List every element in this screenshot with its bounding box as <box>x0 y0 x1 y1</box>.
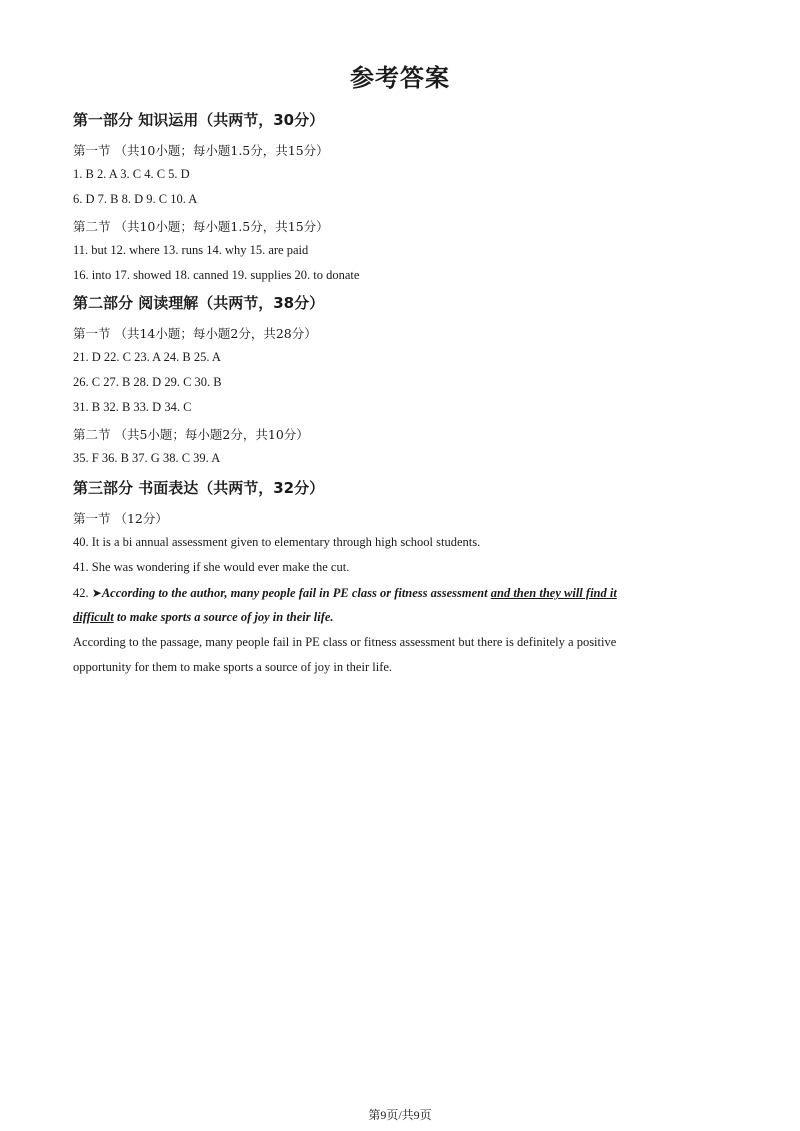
q42-underlined-phrase-1: and then they will find it <box>490 586 617 600</box>
answer-q40: 40. It is a bi annual assessment given to elementary through high school students. <box>73 535 481 549</box>
part2-section2-heading: 第二节 （共5小题；每小题2分，共10分） <box>73 427 309 442</box>
part1-section2-answers-2: 16. into 17. showed 18. canned 19. supplies 20. to donate <box>73 268 360 282</box>
arrow-icon: ➤ <box>91 586 102 600</box>
answer-q42-line2: opportunity for them to make sports a source of joy in their life. <box>73 660 393 674</box>
part1-section2-answers-1: 11. but 12. where 13. runs 14. why 15. are paid <box>73 243 309 257</box>
answer-q42-line1: According to the passage, many people fail in PE class or fitness assessment but there is definitely a positive <box>73 635 617 649</box>
part1-section1-heading: 第一节 （共10小题；每小题1.5分，共15分） <box>73 143 329 158</box>
part2-section1-answers-3: 31. B 32. B 33. D 34. C <box>73 400 192 414</box>
part1-section1-answers-2: 6. D 7. B 8. D 9. C 10. A <box>73 192 198 206</box>
part1-heading: 第一部分 知识运用（共两节，30分） <box>73 111 325 129</box>
q42-number: 42. <box>73 586 89 600</box>
part3-section1-heading: 第一节 （12分） <box>73 511 168 526</box>
part2-section1-heading: 第一节 （共14小题；每小题2分，共28分） <box>73 326 317 341</box>
q42-prompt-text-b: to make sports a source of joy in their life. <box>113 610 334 624</box>
page-title: 参考答案 <box>350 64 450 92</box>
part1-section2-heading: 第二节 （共10小题；每小题1.5分，共15分） <box>73 219 329 234</box>
part1-section1-answers-1: 1. B 2. A 3. C 4. C 5. D <box>73 167 190 181</box>
part2-section1-answers-2: 26. C 27. B 28. D 29. C 30. B <box>73 375 222 389</box>
answer-q42-prompt-line1 <box>73 586 617 601</box>
part2-section1-answers-1: 21. D 22. C 23. A 24. B 25. A <box>73 350 221 364</box>
page-footer: 第9页/共9页 <box>368 1108 432 1122</box>
q42-prompt-text-a: According to the author, many people fail in PE class or fitness assessment <box>101 586 491 600</box>
answer-q42-prompt-line2 <box>73 610 334 625</box>
part2-heading: 第二部分 阅读理解（共两节，38分） <box>73 294 325 312</box>
part3-heading: 第三部分 书面表达（共两节，32分） <box>73 479 325 497</box>
part2-section2-answers-1: 35. F 36. B 37. G 38. C 39. A <box>73 451 221 465</box>
q42-underlined-phrase-2: difficult <box>73 610 114 624</box>
answer-q41: 41. She was wondering if she would ever make the cut. <box>73 560 350 574</box>
